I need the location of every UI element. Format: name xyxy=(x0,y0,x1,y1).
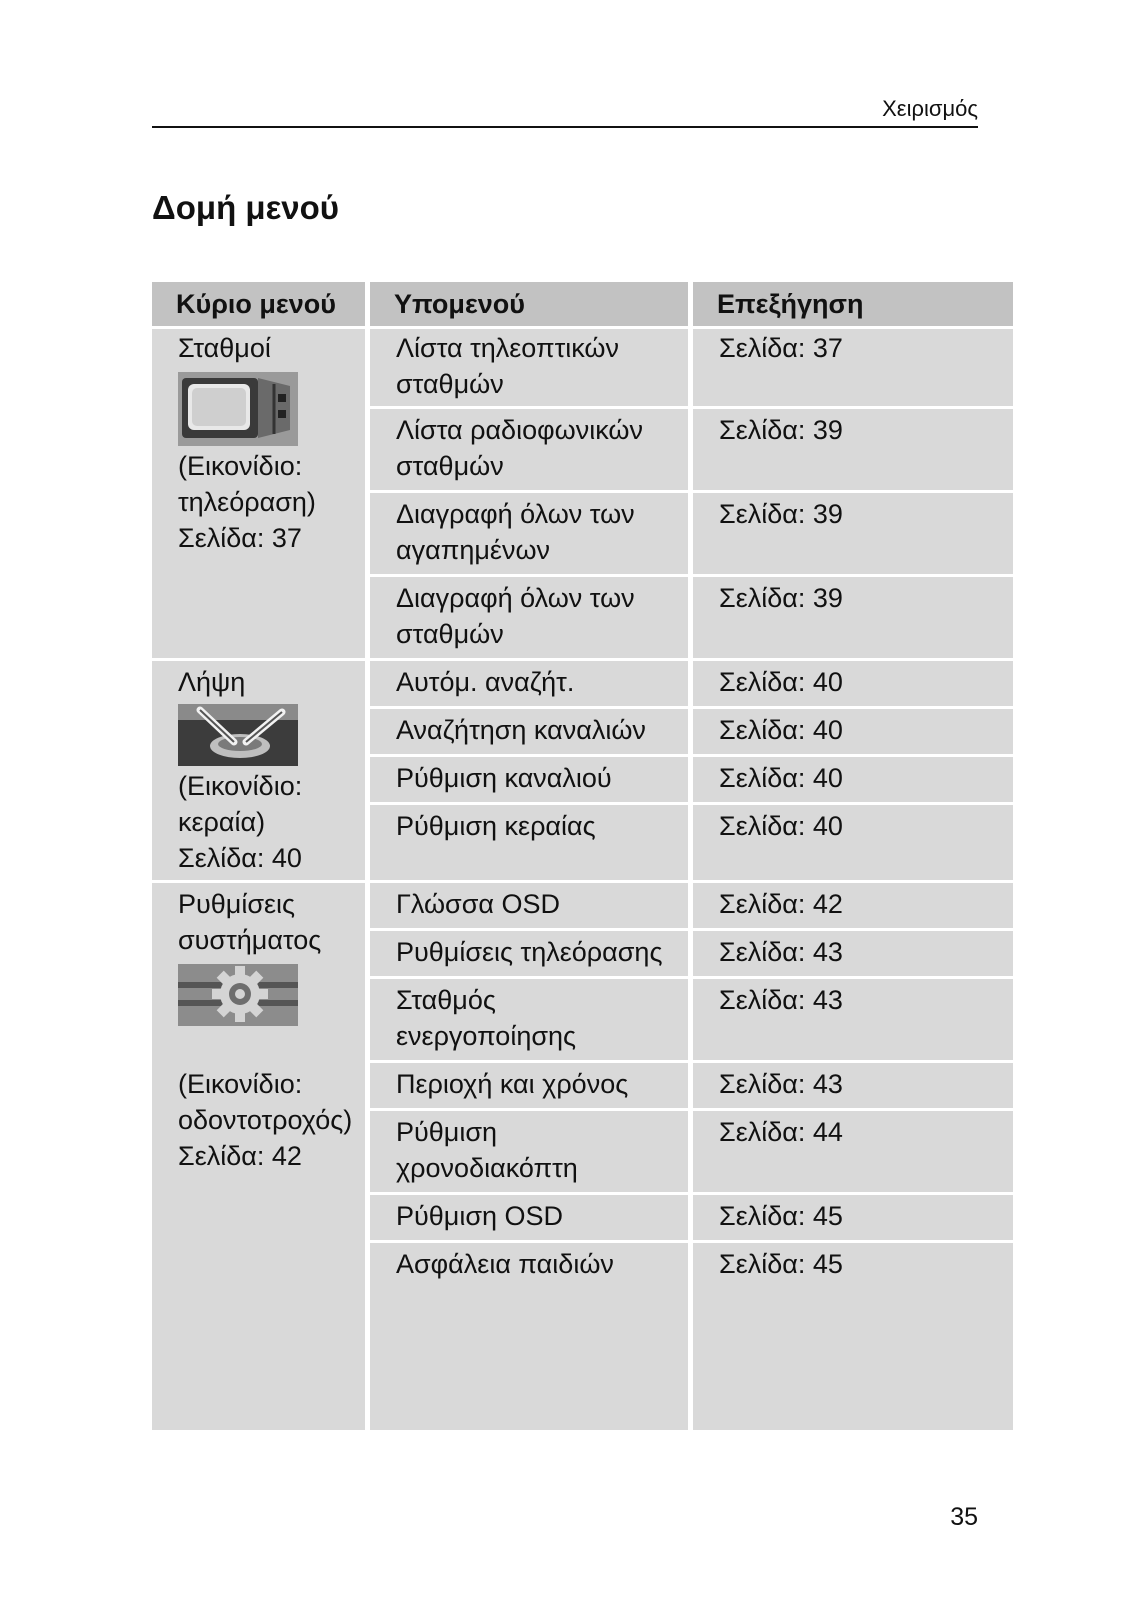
column-header-explanation: Επεξήγηση xyxy=(693,282,1013,326)
icon-caption: (Εικονίδιο: xyxy=(178,771,303,801)
menu-structure-table xyxy=(152,282,1013,1430)
gear-icon xyxy=(178,964,298,1026)
explanation-page-ref: Σελίδα: 42 xyxy=(719,889,843,919)
row-divider xyxy=(370,976,1013,979)
icon-caption: (Εικονίδιο: xyxy=(178,1069,303,1099)
explanation-page-ref: Σελίδα: 44 xyxy=(719,1117,843,1147)
submenu-item: Αυτόμ. αναζήτ. xyxy=(396,667,575,697)
tv-icon xyxy=(178,372,298,446)
submenu-item: Γλώσσα OSD xyxy=(396,889,560,919)
row-divider xyxy=(370,1240,1013,1243)
submenu-item-cont: σταθμών xyxy=(396,369,504,399)
row-divider xyxy=(370,574,1013,577)
column-header-main-menu: Κύριο μενού xyxy=(152,282,365,326)
row-divider xyxy=(152,658,1013,661)
submenu-item: Ρύθμιση καναλιού xyxy=(396,763,612,793)
submenu-item: Λίστα ραδιοφωνικών xyxy=(396,415,643,445)
column-header-submenu: Υπομενού xyxy=(370,282,688,326)
submenu-item: Διαγραφή όλων των xyxy=(396,583,635,613)
icon-caption: τηλεόραση) xyxy=(178,487,316,517)
submenu-item: Περιοχή και χρόνος xyxy=(396,1069,629,1099)
running-head xyxy=(152,96,978,128)
main-menu-title: Σταθμοί xyxy=(178,333,271,363)
explanation-page-ref: Σελίδα: 40 xyxy=(719,763,843,793)
tv-icon-graphic xyxy=(178,372,298,446)
submenu-item: Ρύθμιση xyxy=(396,1117,498,1147)
submenu-item-cont: αγαπημένων xyxy=(396,535,551,565)
explanation-page-ref: Σελίδα: 40 xyxy=(719,811,843,841)
submenu-item-cont: χρονοδιακόπτη xyxy=(396,1153,578,1183)
explanation-page-ref: Σελίδα: 45 xyxy=(719,1201,843,1231)
submenu-item: Σταθμός xyxy=(396,985,496,1015)
row-divider xyxy=(370,754,1013,757)
explanation-page-ref: Σελίδα: 39 xyxy=(719,415,843,445)
icon-caption: (Εικονίδιο: xyxy=(178,451,303,481)
row-divider xyxy=(152,880,1013,883)
explanation-page-ref: Σελίδα: 37 xyxy=(719,333,843,363)
explanation-page-ref: Σελίδα: 45 xyxy=(719,1249,843,1279)
icon-caption: κεραία) xyxy=(178,807,266,837)
explanation-page-ref: Σελίδα: 43 xyxy=(719,1069,843,1099)
running-head-title: Χειρισμός xyxy=(882,96,978,121)
explanation-page-ref: Σελίδα: 40 xyxy=(719,667,843,697)
main-menu-page-ref: Σελίδα: 42 xyxy=(178,1141,302,1171)
row-divider xyxy=(370,406,1013,409)
submenu-item: Ρύθμιση κεραίας xyxy=(396,811,596,841)
page-title: Δομή μενού xyxy=(152,189,339,226)
row-divider xyxy=(370,1192,1013,1195)
explanation-page-ref: Σελίδα: 40 xyxy=(719,715,843,745)
main-menu-title: Ρυθμίσεις xyxy=(178,889,296,919)
page-number: 35 xyxy=(950,1503,978,1531)
explanation-page-ref: Σελίδα: 43 xyxy=(719,937,843,967)
main-menu-page-ref: Σελίδα: 37 xyxy=(178,523,302,553)
row-divider xyxy=(370,490,1013,493)
row-divider xyxy=(370,1060,1013,1063)
row-divider xyxy=(370,802,1013,805)
submenu-item: Διαγραφή όλων των xyxy=(396,499,635,529)
icon-caption: οδοντοτροχός) xyxy=(178,1105,353,1135)
submenu-item: Ρύθμιση OSD xyxy=(396,1201,564,1231)
gear-icon-graphic xyxy=(178,964,298,1026)
row-divider xyxy=(152,326,1013,329)
main-menu-title: Λήψη xyxy=(178,667,246,697)
submenu-item: Ασφάλεια παιδιών xyxy=(396,1249,614,1279)
explanation-page-ref: Σελίδα: 39 xyxy=(719,499,843,529)
submenu-item-cont: σταθμών xyxy=(396,619,504,649)
explanation-page-ref: Σελίδα: 39 xyxy=(719,583,843,613)
submenu-item: Λίστα τηλεοπτικών xyxy=(396,333,619,363)
row-divider xyxy=(370,928,1013,931)
explanation-page-ref: Σελίδα: 43 xyxy=(719,985,843,1015)
submenu-item: Ρυθμίσεις τηλεόρασης xyxy=(396,937,663,967)
main-menu-page-ref: Σελίδα: 40 xyxy=(178,843,302,873)
row-divider xyxy=(370,706,1013,709)
submenu-item: Αναζήτηση καναλιών xyxy=(396,715,646,745)
submenu-item-cont: ενεργοποίησης xyxy=(396,1021,577,1051)
row-divider xyxy=(370,1108,1013,1111)
main-menu-title-cont: συστήματος xyxy=(178,925,322,955)
antenna-icon-graphic xyxy=(178,704,298,766)
antenna-icon xyxy=(178,704,298,766)
submenu-item-cont: σταθμών xyxy=(396,451,504,481)
